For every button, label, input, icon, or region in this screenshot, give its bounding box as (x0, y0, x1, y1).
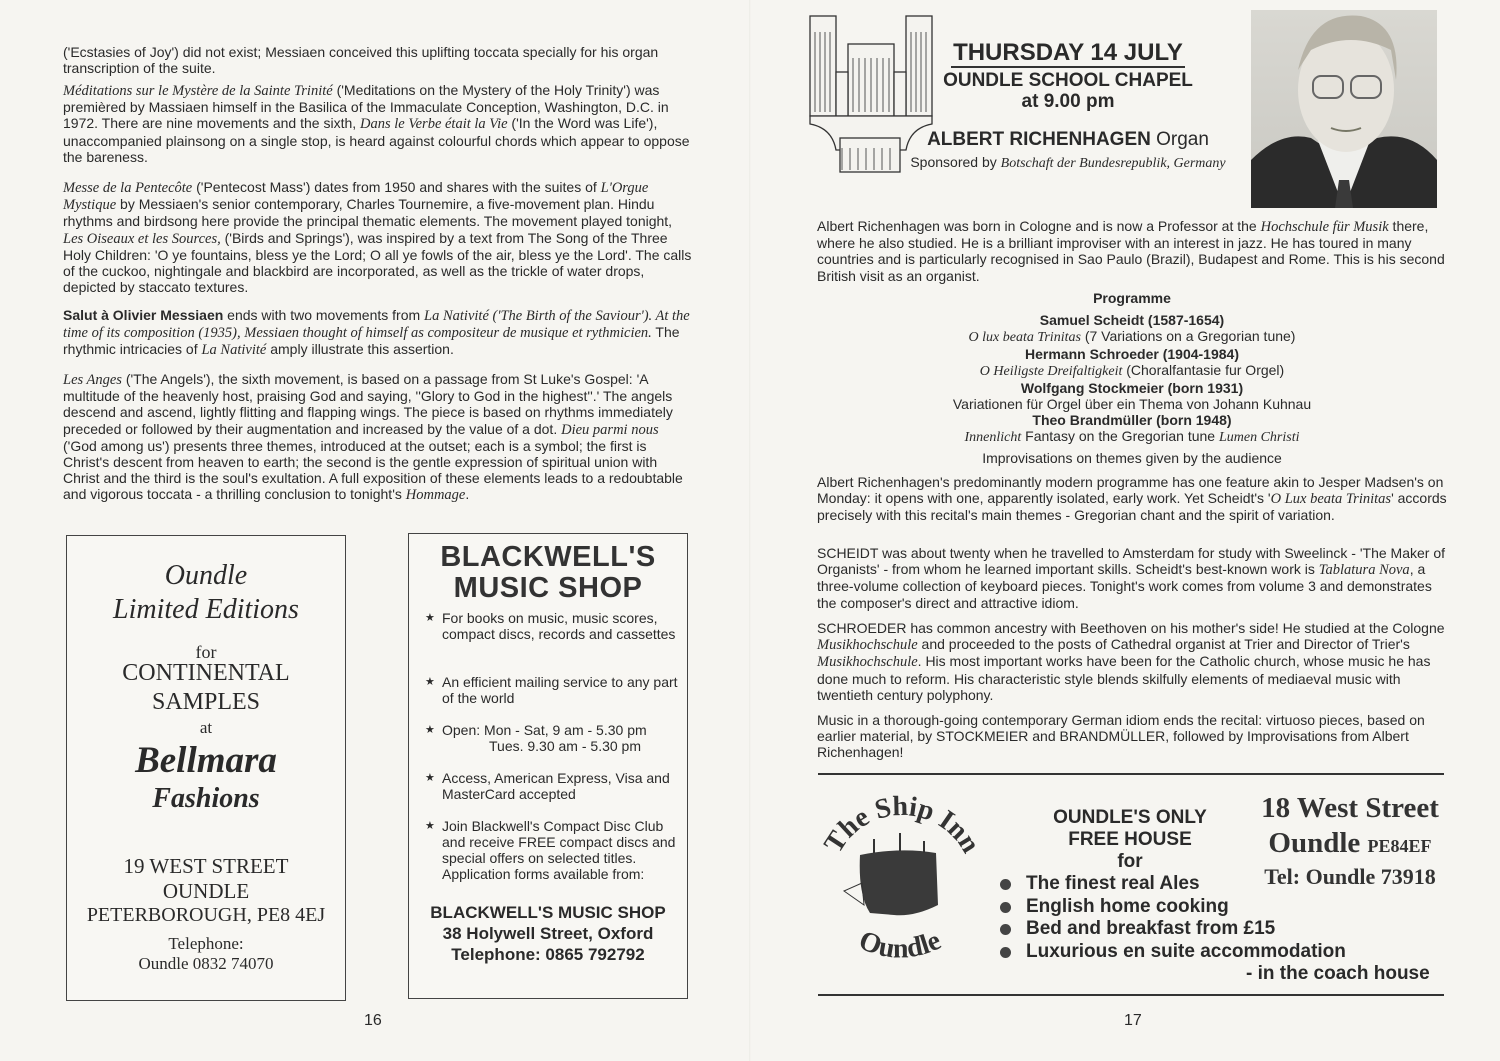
italic-text: L'Orgue Mystique (63, 180, 649, 214)
programme-work (817, 396, 1447, 412)
ad-blackwell-item (425, 770, 680, 802)
star-icon: ★ (425, 612, 435, 624)
text-run: ends with two movements from (223, 307, 425, 323)
work-title: Lumen Christi (1218, 430, 1300, 445)
text-run: ('The Angels'), the sixth movement, is based on a passage from St Luke's Gospel: 'A multitude of the heavenly host, praising God and saying, ''Glory to God in the highest''.' The angels descend and ascend, lightly flitting and flapping wings. The piece is based on rhythms immediately preceded or followed by their augmentation and increased by the value of a dot. (63, 371, 673, 437)
text-run: Open: Mon - Sat, 9 am - 5.30 pm (442, 722, 647, 738)
ad-oundle-address1: 19 WEST STREET (123, 854, 289, 878)
ad-ship-item: The finest real Ales (1026, 873, 1200, 894)
work-title: O lux beata Trinitas (968, 330, 1081, 345)
paragraph-scheidt (817, 545, 1447, 611)
italic-text: Musikhochschule (817, 637, 918, 654)
bullet-icon (1000, 947, 1011, 958)
text-run: An efficient mailing service to any part of the world (442, 674, 678, 706)
sponsor-name: Botschaft der Bundesrepublik, Germany (1000, 156, 1226, 171)
text-run: ('God among us') presents three themes, introduced at the outset; each is a symbol; the first is Christ's descent from heaven to earth; the second is the gentle expression of spiritual union with Christ and the third is the soul's exultation. A full exposition of these elements leads to a redoubtable and vigorous toccata - a thrilling conclusion to tonight's (63, 437, 683, 503)
work-title: Innenlicht (964, 430, 1022, 445)
ad-ship-item: Luxurious en suite accommodation (1026, 940, 1346, 962)
ad-oundle-fashions: Fashions (152, 783, 260, 814)
paragraph-meditations (63, 82, 693, 165)
text-run: The rhythmic intricacies of (63, 324, 680, 358)
star-icon: ★ (425, 724, 435, 736)
italic-text: Hochschule für Musik (1260, 219, 1389, 235)
italic-text: Hommage (405, 487, 466, 504)
star-icon: ★ (425, 676, 435, 688)
ad-oundle-address3: PETERBOROUGH, PE8 4EJ (86, 904, 326, 926)
programme-work (817, 428, 1447, 446)
text-run: by Messiaen's senior contemporary, Charles Tournemire, a five-movement plan. Hindu rhythms and birdsong here provide the principal thematic elements. The movement played tonight, (63, 196, 673, 230)
ad-blackwell-title (409, 542, 687, 604)
text-run: For books on music, music scores, compact discs, records and cassettes (442, 610, 676, 642)
performer (880, 129, 1256, 151)
divider-bottom (818, 994, 1444, 996)
ad-oundle-tel: Oundle 0832 74070 (138, 954, 274, 973)
paragraph-schroeder (817, 620, 1447, 703)
ad-blackwell-item-text (442, 722, 680, 738)
sponsor-line (880, 154, 1256, 172)
ad-oundle-limited-editions (66, 535, 346, 1001)
ad-oundle-line5: SAMPLES (151, 689, 261, 715)
bold-text: FREE (518, 834, 556, 850)
text-run: amply illustrate this assertion. (266, 341, 454, 358)
text-run: SCHROEDER has common ancestry with Beethoven on his mother's side! He studied at the Cologne (817, 620, 1445, 636)
concert-time: at 9.00 pm (1021, 91, 1115, 112)
sponsor-label: Sponsored by (910, 154, 997, 170)
paragraph-recital-ending (817, 712, 1447, 761)
ad-oundle-line6: at (199, 718, 213, 737)
ad-blackwell-item (425, 674, 680, 706)
ad-oundle-bellmara: Bellmara (135, 740, 277, 781)
ad-ship-item: English home cooking (1026, 895, 1229, 917)
work-description: (Choralfantasie fur Orgel) (1122, 362, 1285, 378)
ad-blackwell-item (425, 610, 680, 642)
text-run: ('Birds and Springs'), was inspired by a text from The Song of the Three Holy Children: 'O ye fountains, bless ye the Lord; O all ye fowls of the air, bless ye the Lord'. The calls of the cuckoo, nightingale and blackbird are incorporated, as well as the trickle of water drops, depicted by staccato textures. (63, 229, 692, 296)
paragraph-ecstasies (63, 44, 693, 76)
text-run: ' accords precisely with this recital's main themes - Gregorian chant and the spirit of variation. (817, 490, 1447, 524)
ad-ship-address1: 18 West Street (1261, 792, 1439, 824)
ad-ship-item: Bed and breakfast from £15 (1026, 918, 1276, 939)
ad-blackwell-item-text (442, 610, 680, 642)
italic-text: Tablatura Nova (1318, 562, 1410, 579)
text-run: compact discs and special offers on selected titles. Application forms available from: (442, 834, 676, 882)
work-description: Variationen für Orgel über ein Thema von Johann Kuhnau (952, 396, 1312, 412)
text-run: and receive (442, 834, 519, 850)
text-run: . His most important works have been for the Catholic church, whose music he has done much to reform. His characteristic style blends skilfully elements of mediaeval music with twentieth century polyphony. (817, 653, 1431, 703)
italic-text: La Nativité (201, 342, 267, 359)
italic-text: Dans le Verbe était la Vie (360, 116, 508, 133)
ad-ship-tel: Tel: Oundle 73918 (1264, 864, 1436, 889)
text-run: ('Ecstasies of Joy') did not exist; Messiaen conceived this uplifting toccata specially for his organ transcription of the suite. (63, 44, 659, 77)
bullet-icon (1000, 924, 1011, 935)
list-item (998, 918, 1430, 941)
svg-text:The Ship Inn: The Ship Inn (818, 795, 986, 859)
ad-blackwell-item (425, 722, 680, 754)
italic-text: Musikhochschule (817, 654, 918, 671)
paragraph-pentecote (63, 179, 693, 295)
bold-text: Blackwell's Compact Disc Club (471, 818, 664, 834)
text-run: and proceeded to the posts of Cathedral organist at Trier and Director of Trier's (917, 636, 1410, 653)
paragraph-les-anges (63, 371, 693, 504)
ad-ship-town: Oundle (1268, 827, 1361, 859)
page-number-left: 16 (364, 1012, 382, 1029)
text-run: , a three-volume collection of keyboard pieces. Tonight's work comes from volume 3 and demonstrates the composer's direct and attractive idiom. (817, 561, 1432, 611)
italic-text: La Nativité ('The Birth of the Saviour'). At the time of its composition (1935), Messiaen thought of himself as compositeur de musique et rythmicien. (63, 308, 690, 342)
performer-photo (1251, 10, 1437, 208)
italic-text: Méditations sur le Mystère de la Sainte Trinité (63, 83, 333, 99)
italic-text: O Lux beata Trinitas (1270, 491, 1392, 508)
text-run: SCHEIDT was about twenty when he travelled to Amsterdam for study with Sweelinck - 'The Maker of Organists' - from whom he learned important skills. Scheidt's best-known work is (817, 545, 1446, 578)
italic-text: Les Anges (63, 372, 122, 388)
ad-blackwell-item (425, 818, 680, 882)
ad-blackwell-footer (409, 902, 687, 965)
programme-composer: Samuel Scheidt (1587-1654) (1039, 312, 1225, 328)
divider-top (818, 773, 1444, 775)
italic-text: Messe de la Pentecôte (63, 180, 193, 196)
text-run: Access, American Express, Visa and MasterCard accepted (442, 770, 670, 802)
text-run: Albert Richenhagen was born in Cologne and is now a Professor at the (817, 218, 1261, 234)
ad-blackwells-music-shop (408, 533, 688, 999)
programme-list (817, 312, 1447, 446)
programme-work (817, 362, 1447, 380)
text-run: . (465, 486, 470, 503)
ad-blackwell-title1: BLACKWELL'S (440, 541, 656, 573)
text-run: ('Meditations on the Mystery of the Holy Trinity') was premièred by Massiaen himself in the Basilica of the Immaculate Conception, Washington, D.C. in 1972. There are nine movements and the sixth, (63, 82, 669, 132)
text-run: ('Pentecost Mass') dates from 1950 and shares with the suites of (192, 179, 601, 195)
page-fold (749, 0, 751, 1061)
list-item (998, 941, 1430, 964)
programme-composer: Wolfgang Stockmeier (born 1931) (1020, 380, 1244, 396)
ad-ship-line3: for (1117, 851, 1143, 872)
text-run: Albert Richenhagen's predominantly modern programme has one feature akin to Jesper Madsen's on Monday: it opens with one, apparently isolated, early work. Yet Scheidt's ' (817, 474, 1444, 507)
performer-name: ALBERT RICHENHAGEN (927, 129, 1151, 150)
text-run: Join (442, 818, 472, 834)
concert-date (900, 39, 1236, 67)
star-icon: ★ (425, 772, 435, 784)
work-description: (7 Variations on a Gregorian tune) (1080, 328, 1296, 344)
svg-text:Oundle: Oundle (854, 924, 946, 965)
programme-title: Programme (1093, 290, 1171, 306)
ad-ship-item-tail: - in the coach house (1246, 963, 1430, 984)
bullet-icon (1000, 879, 1011, 890)
ad-ship-headline (1030, 807, 1230, 873)
ad-blackwell-title2: MUSIC SHOP (453, 572, 643, 604)
paragraph-programme-overview (817, 474, 1447, 524)
programme-composer: Theo Brandmüller (born 1948) (1032, 412, 1232, 428)
ad-blackwell-item-text (442, 674, 680, 706)
concert-date-text: THURSDAY 14 JULY (953, 39, 1183, 66)
programme-composer: Hermann Schroeder (1904-1984) (1025, 346, 1239, 362)
concert-venue: OUNDLE SCHOOL CHAPEL (943, 70, 1193, 91)
work-title: O Heiligste Dreifaltigkeit (979, 364, 1123, 379)
ad-ship-address2 (1250, 827, 1450, 860)
paragraph-biography (817, 218, 1447, 284)
ad-ship-line1: OUNDLE'S ONLY (1053, 807, 1207, 828)
ad-ship-line2: FREE HOUSE (1068, 829, 1192, 850)
ad-blackwell-footer2: 38 Holywell Street, Oxford (442, 924, 654, 943)
ad-oundle-address2: OUNDLE (162, 879, 250, 903)
ship-inn-logo (814, 795, 986, 975)
ad-ship-postcode: PE84EF (1367, 836, 1432, 856)
text-run: Music in a thorough-going contemporary German idiom ends the recital: virtuoso pieces, based on earlier material, by STOCKMEIER and BRANDMÜLLER, followed by Improvisations from Albert Richenhagen! (817, 712, 1425, 761)
ad-blackwell-footer3: Telephone: 0865 792792 (451, 945, 645, 964)
performer-instrument: Organ (1156, 129, 1209, 150)
italic-text: Les Oiseaux et les Sources, (63, 230, 221, 247)
ad-blackwell-footer1: BLACKWELL'S MUSIC SHOP (430, 903, 666, 922)
bold-text: Salut à Olivier Messiaen (63, 307, 224, 323)
text-run: there, where he also studied. He is a brilliant improviser with an interest in jazz. He has toured in many countries and is particularly recognised in Sao Paulo (Brazil), Budapest and Rome. This is his second British visit as an organist. (817, 218, 1445, 284)
page-number-right: 17 (1124, 1012, 1142, 1029)
list-item (998, 896, 1430, 919)
ad-blackwell-item-text (442, 770, 680, 802)
programme-improvisations: Improvisations on themes given by the audience (982, 450, 1282, 466)
ad-oundle-line2: Limited Editions (113, 594, 299, 625)
star-icon: ★ (425, 820, 435, 832)
work-description: Fantasy on the Gregorian tune (1021, 428, 1219, 444)
ad-oundle-tel-label: Telephone: (168, 934, 244, 953)
ad-oundle-line1: Oundle (164, 560, 248, 591)
text-run: ('In the Word was Life'), unaccompanied plainsong on a single stop, is heard against colourful chords which appear to oppose the bareness. (63, 115, 690, 165)
ad-oundle-line4: CONTINENTAL (122, 660, 290, 686)
ad-blackwell-item-text (442, 818, 680, 882)
bullet-icon (1000, 902, 1011, 913)
italic-text: Dieu parmi nous (561, 421, 659, 438)
paragraph-salut (63, 307, 693, 359)
programme-work (817, 328, 1447, 346)
ad-oundle-line3: for (195, 642, 217, 662)
ad-blackwell-hours2: Tues. 9.30 am - 5.30 pm (489, 738, 641, 754)
